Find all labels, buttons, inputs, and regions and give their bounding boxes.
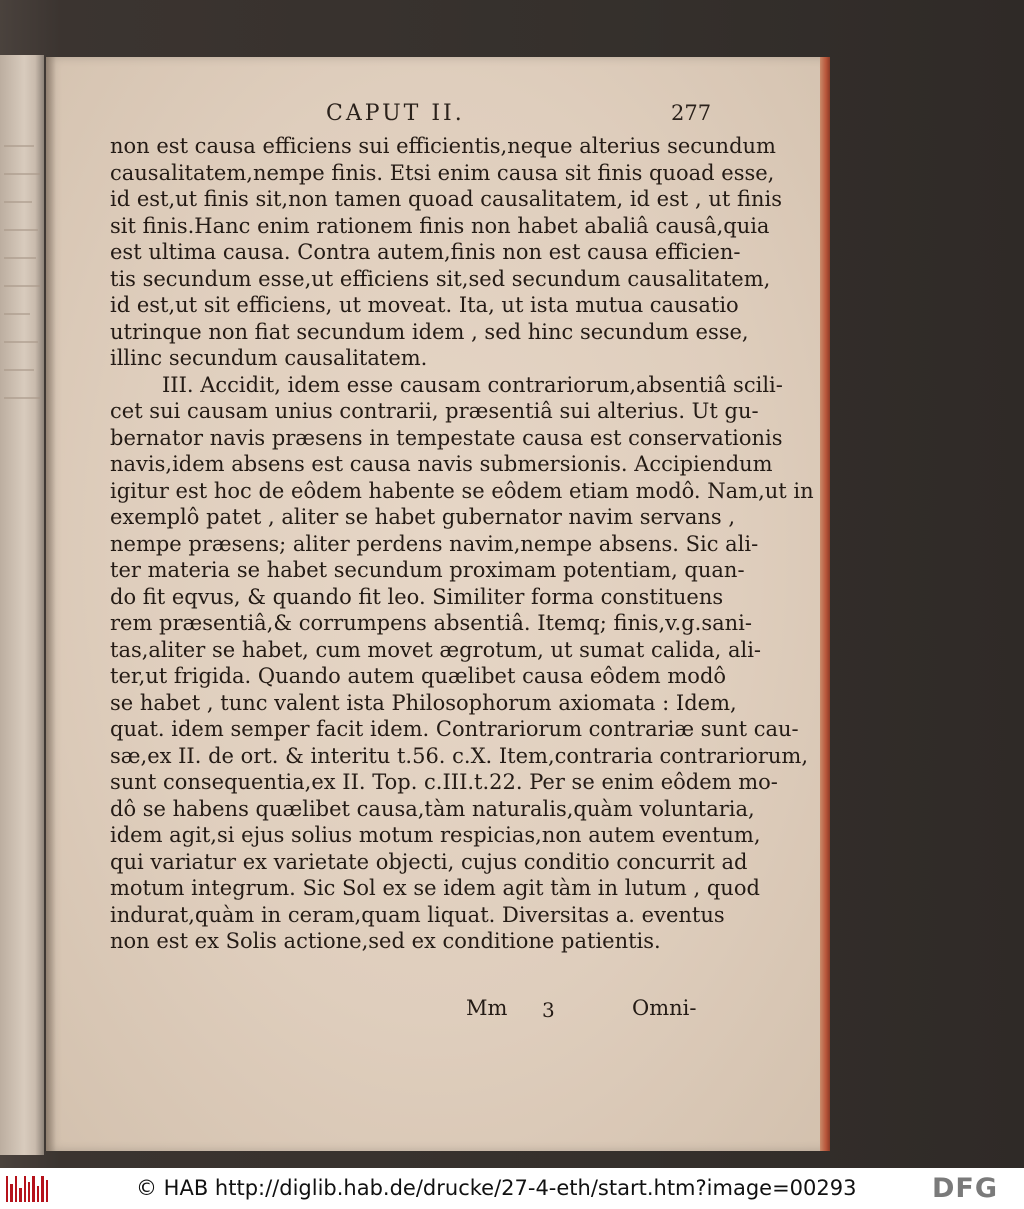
page-number: 277 xyxy=(671,101,712,125)
text-line: ter materia se habet secundum proximam potentiam, quan- xyxy=(110,558,745,582)
page-red-edge xyxy=(820,57,830,1151)
text-line: motum integrum. Sic Sol ex se idem agit tàm in lutum , quod xyxy=(110,876,760,900)
text-line: quat. idem semper facit idem. Contrariorum contrariæ sunt cau- xyxy=(110,717,799,741)
text-line: non est causa efficiens sui efficientis,neque alterius secundum xyxy=(110,134,776,158)
text-line: non est ex Solis actione,sed ex conditione patientis. xyxy=(110,929,661,953)
previous-page-edge xyxy=(0,55,44,1155)
page-gutter-shadow xyxy=(46,57,56,1151)
text-line: igitur est hoc de eôdem habente se eôdem etiam modô. Nam,ut in xyxy=(110,478,814,503)
text-line: causalitatem,nempe finis. Etsi enim causa sit finis quoad esse, xyxy=(110,160,775,185)
text-line: bernator navis præsens in tempestate causa est conservationis xyxy=(110,425,783,450)
text-line: idem agit,si ejus solius motum respicias,non autem eventum, xyxy=(110,823,761,847)
text-line: illinc secundum causalitatem. xyxy=(110,346,428,370)
dfg-logo: DFG xyxy=(932,1173,999,1204)
text-line: se habet , tunc valent ista Philosophorum axiomata : Idem, xyxy=(110,690,737,715)
text-line: nempe præsens; aliter perdens navim,nempe absens. Sic ali- xyxy=(110,531,759,556)
copyright-link[interactable]: © HAB http://diglib.hab.de/drucke/27-4-eth/start.htm?image=00293 xyxy=(136,1176,857,1200)
text-line: III. Accidit, idem esse causam contrariorum,absentiâ scili- xyxy=(162,372,783,397)
catchword: Omni- xyxy=(632,996,697,1020)
text-line: tis secundum esse,ut efficiens sit,sed secundum causalitatem, xyxy=(110,266,771,291)
text-line: cet sui causam unius contrarii, præsentiâ sui alterius. Ut gu- xyxy=(110,399,759,423)
signature-number: 3 xyxy=(542,998,555,1022)
text-line: dô se habens quælibet causa,tàm naturalis,quàm voluntaria, xyxy=(110,796,755,821)
text-line: navis,idem absens est causa navis submersionis. Accipiendum xyxy=(110,452,773,476)
text-line: id est,ut sit efficiens, ut moveat. Ita, ut ista mutua causatio xyxy=(110,293,739,317)
text-line: utrinque non fiat secundum idem , sed hinc secundum esse, xyxy=(110,319,749,344)
text-line: qui variatur ex varietate objecti, cujus conditio concurrit ad xyxy=(110,849,748,874)
text-line: exemplô patet , aliter se habet gubernator navim servans , xyxy=(110,505,736,529)
text-line: id est,ut finis sit,non tamen quoad causalitatem, id est , ut finis xyxy=(110,187,783,211)
text-line: sit finis.Hanc enim rationem finis non habet abaliâ causâ,quia xyxy=(110,213,770,238)
text-line: est ultima causa. Contra autem,finis non est causa efficien- xyxy=(110,240,741,264)
text-line: rem præsentiâ,& corrumpens absentiâ. Itemq; finis,v.g.sani- xyxy=(110,611,752,635)
library-logo-icon xyxy=(6,1176,48,1202)
signature-mark: Mm xyxy=(466,996,508,1020)
text-line: indurat,quàm in ceram,quam liquat. Diversitas a. eventus xyxy=(110,902,725,927)
text-line: sæ,ex II. de ort. & interitu t.56. c.X. Item,contraria contrariorum, xyxy=(110,743,808,768)
attribution-bar xyxy=(0,1168,1024,1209)
text-line: tas,aliter se habet, cum movet ægrotum, ut sumat calida, ali- xyxy=(110,637,762,662)
main-text-block xyxy=(110,133,814,955)
text-line: ter,ut frigida. Quando autem quælibet causa eôdem modô xyxy=(110,664,727,688)
running-head-chapter: CAPUT II. xyxy=(326,101,465,126)
text-line: do fit eqvus, & quando fit leo. Similiter forma constituens xyxy=(110,584,724,609)
text-line: sunt consequentia,ex II. Top. c.III.t.22. Per se enim eôdem mo- xyxy=(110,770,778,794)
